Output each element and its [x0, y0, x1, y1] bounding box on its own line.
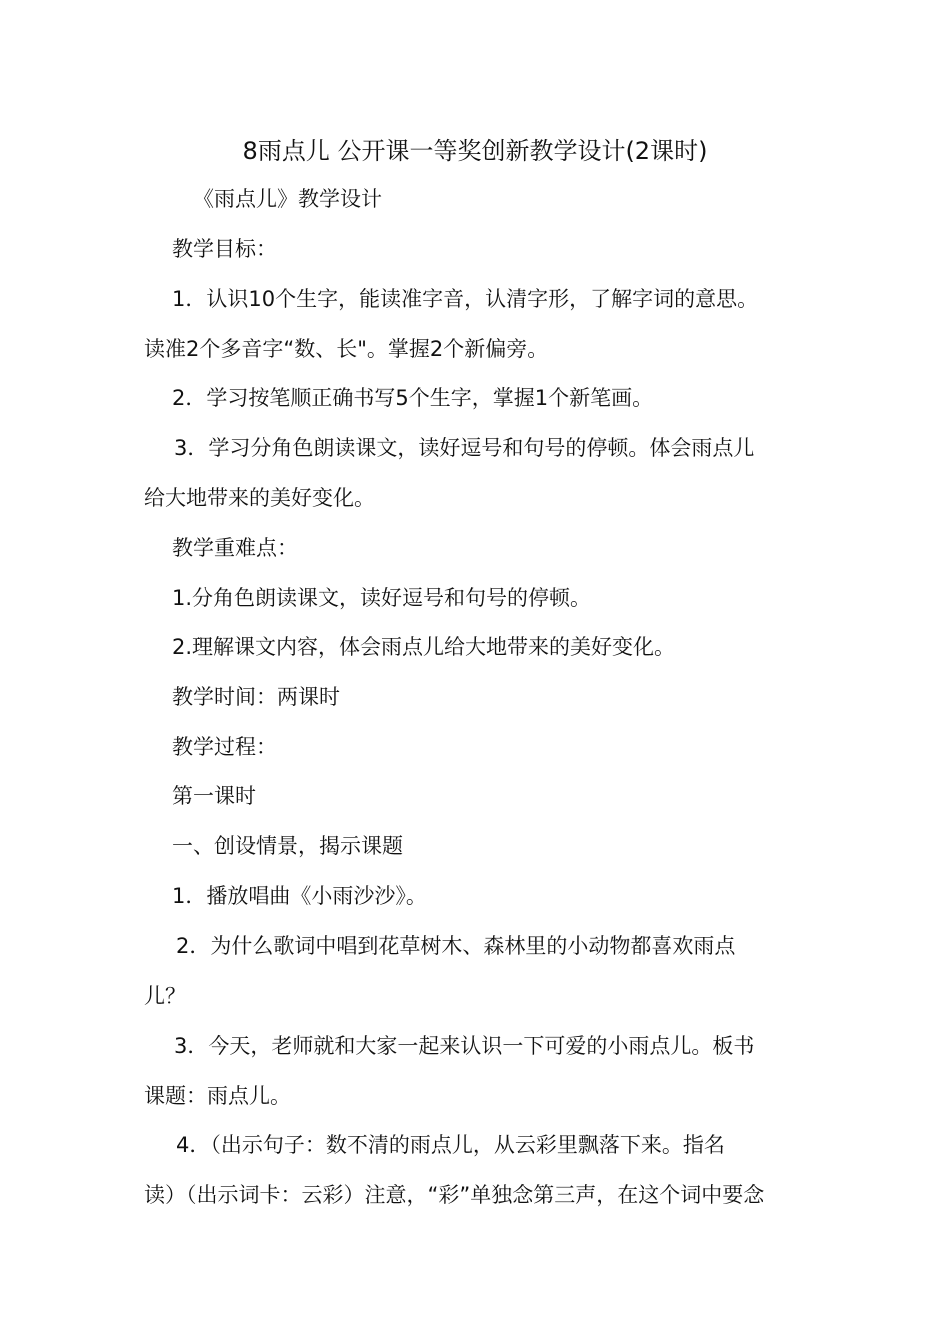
objective-3: 3．学习分角色朗读课文，读好逗号和句号的停顿。体会雨点儿 — [174, 436, 755, 460]
key-point-1: 1.分角色朗读课文，读好逗号和句号的停顿。 — [172, 586, 592, 610]
step-3: 3．今天，老师就和大家一起来认识一下可爱的小雨点儿。板书 — [174, 1034, 755, 1058]
subtitle: 《雨点儿》教学设计 — [193, 187, 382, 211]
first-lesson: 第一课时 — [172, 784, 256, 808]
step-3-continued: 课题：雨点儿。 — [144, 1084, 291, 1108]
objective-2: 2．学习按笔顺正确书写5个生字，掌握1个新笔画。 — [172, 386, 654, 410]
teaching-time: 教学时间：两课时 — [172, 685, 340, 709]
step-1: 1．播放唱曲《小雨沙沙》。 — [172, 884, 427, 908]
objective-1: 1．认识10个生字，能读准字音，认清字形，了解字词的意思。 — [172, 287, 759, 311]
objective-1-continued: 读准2个多音字“数、长"。掌握2个新偏旁。 — [144, 337, 549, 361]
section-1-heading: 一、创设情景，揭示课题 — [172, 834, 403, 858]
document-title: 8雨点儿 公开课一等奖创新教学设计(2课时) — [242, 137, 708, 165]
heading-objectives: 教学目标： — [172, 237, 277, 261]
step-2-continued: 儿？ — [144, 984, 186, 1008]
objective-3-continued: 给大地带来的美好变化。 — [144, 486, 375, 510]
key-point-2: 2.理解课文内容，体会雨点儿给大地带来的美好变化。 — [172, 635, 676, 659]
step-4-continued: 读）（出示词卡：云彩）注意，“彩”单独念第三声，在这个词中要念 — [144, 1183, 765, 1207]
step-2: 2．为什么歌词中唱到花草树木、森林里的小动物都喜欢雨点 — [176, 934, 736, 958]
heading-process: 教学过程： — [172, 735, 277, 759]
heading-key-points: 教学重难点： — [172, 536, 298, 560]
step-4: 4．（出示句子：数不清的雨点儿，从云彩里飘落下来。指名 — [176, 1133, 725, 1157]
